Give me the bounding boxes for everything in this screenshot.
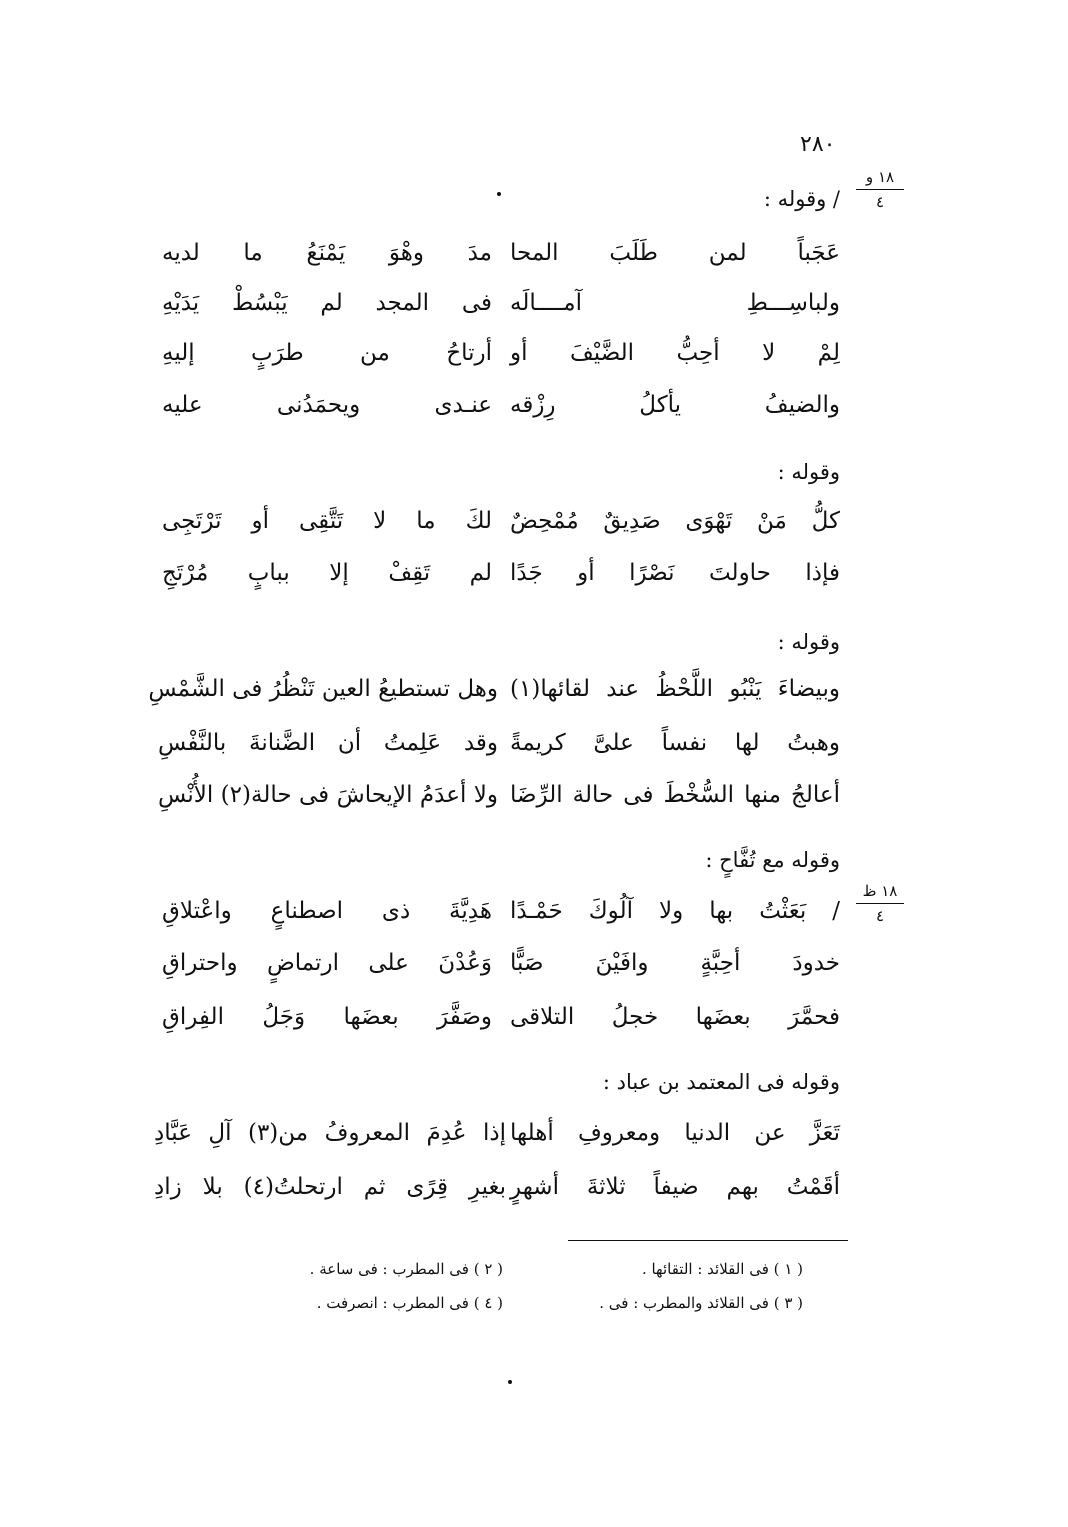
verse-second-hemistich: وصَفَّرَ بعضَها وَجَلُ الفِراقِ (162, 1004, 492, 1030)
footnote: ( ٤ ) فى المطرب : انصرفت . (316, 1294, 503, 1312)
verse-first-hemistich: كلُّ مَنْ تَهْوَى صَدِيقٌ مُمْحِضٌ (510, 508, 840, 534)
verse-second-hemistich: فى المجد لم يَبْسُطْ يَدَيْهِ (162, 290, 492, 316)
verse-first-hemistich: والضيفُ يأكلُ رِزْقه (510, 392, 840, 418)
verse-first-hemistich: أعالجُ منها السُّخْطَ فى حالة الرِّضَا (510, 782, 840, 808)
verse-second-hemistich: وَعُدْنَ على ارتماضٍ واحتراقِ (162, 950, 492, 976)
folio-marker-volume: ٤ (875, 907, 885, 925)
folio-marker-number: ١٨ ظ (856, 882, 904, 904)
verse-second-hemistich: لم تَقِفْ إلا ببابٍ مُرْتَجِ (162, 560, 492, 586)
ink-speck (497, 192, 501, 196)
ink-speck (508, 1380, 512, 1384)
poem-intro: وقوله : (777, 630, 840, 654)
folio-marker-verso (856, 882, 904, 925)
verse-second-hemistich: وقد عَلِمتُ أن الضَّنانةَ بالنَّفْسِ (158, 730, 498, 756)
verse-first-hemistich: خدودَ أحِبَّةٍ وافَيْنَ صَبًّا (510, 950, 840, 976)
page-number: ٢٨٠ (800, 132, 836, 157)
verse-second-hemistich: لكَ ما لا تَتَّقِى أو تَرْتَجِى (162, 508, 492, 534)
folio-marker-recto (856, 168, 904, 211)
verse-first-hemistich: أقَمْتُ بهم ضيفاً ثلاثةَ أشهرٍ (510, 1174, 840, 1200)
footnote: ( ١ ) فى القلائد : التقائها . (641, 1260, 803, 1278)
verse-second-hemistich: عنـدى ويحمَدُنى عليه (162, 392, 492, 418)
folio-marker-volume: ٤ (875, 193, 885, 211)
footnote: ( ٣ ) فى القلائد والمطرب : فى . (599, 1294, 803, 1312)
verse-first-hemistich: وبيضاءَ يَنْبُو اللَّحْظُ عند لقائها(١) (510, 676, 840, 702)
poem-intro: وقوله : (777, 460, 840, 484)
verse-first-hemistich: عَجَباً لمن طَلَبَ المحا (510, 240, 840, 266)
folio-marker-number: ١٨ و (856, 168, 904, 190)
verse-second-hemistich: بغيرِ قِرًى ثم ارتحلتُ(٤) بلا زادِ (154, 1174, 507, 1200)
poem-intro: وقوله مع تُفَّاحٍ : (705, 848, 840, 872)
verse-second-hemistich: مدَ وهْوَ يَمْنَعُ ما لديه (162, 240, 492, 266)
verse-second-hemistich: أرتاحُ من طرَبٍ إليهِ (162, 340, 492, 366)
footnote-rule (568, 1240, 848, 1241)
verse-first-hemistich: وهبتُ لها نفساً علىَّ كريمةً (510, 730, 840, 756)
poem-intro: / وقوله : (763, 187, 840, 211)
verse-second-hemistich: هَدِيَّةَ ذى اصطناعٍ واعْتلاقِ (162, 898, 492, 924)
footnote: ( ٢ ) فى المطرب : فى ساعة . (309, 1260, 503, 1278)
verse-second-hemistich: ولا أعدَمُ الإيحاشَ فى حالة(٢) الأُنْسِ (158, 782, 499, 808)
verse-first-hemistich: ولباسِـــطِ آمــــالَه (510, 290, 840, 316)
verse-first-hemistich: فإذا حاولتَ نَصْرًا أو جَدًا (510, 560, 840, 586)
poem-intro: وقوله فى المعتمد بن عباد : (602, 1070, 840, 1094)
verse-first-hemistich: لِمْ لا أحِبُّ الضَّيْفَ أو (510, 340, 840, 366)
verse-second-hemistich: إذا عُدِمَ المعروفُ من(٣) آلِ عَبَّادِ (154, 1120, 506, 1146)
verse-first-hemistich: تَعَزَّ عن الدنيا ومعروفِ أهلها (510, 1120, 840, 1146)
verse-first-hemistich: / بَعَثْتُ بها ولا آلُوكَ حَمْـدًا (510, 898, 840, 924)
verse-first-hemistich: فحمَّرَ بعضَها خجلُ التلاقى (510, 1004, 840, 1030)
verse-second-hemistich: وهل تستطيعُ العين تَنْظُرُ فى الشَّمْسِ (148, 676, 498, 702)
